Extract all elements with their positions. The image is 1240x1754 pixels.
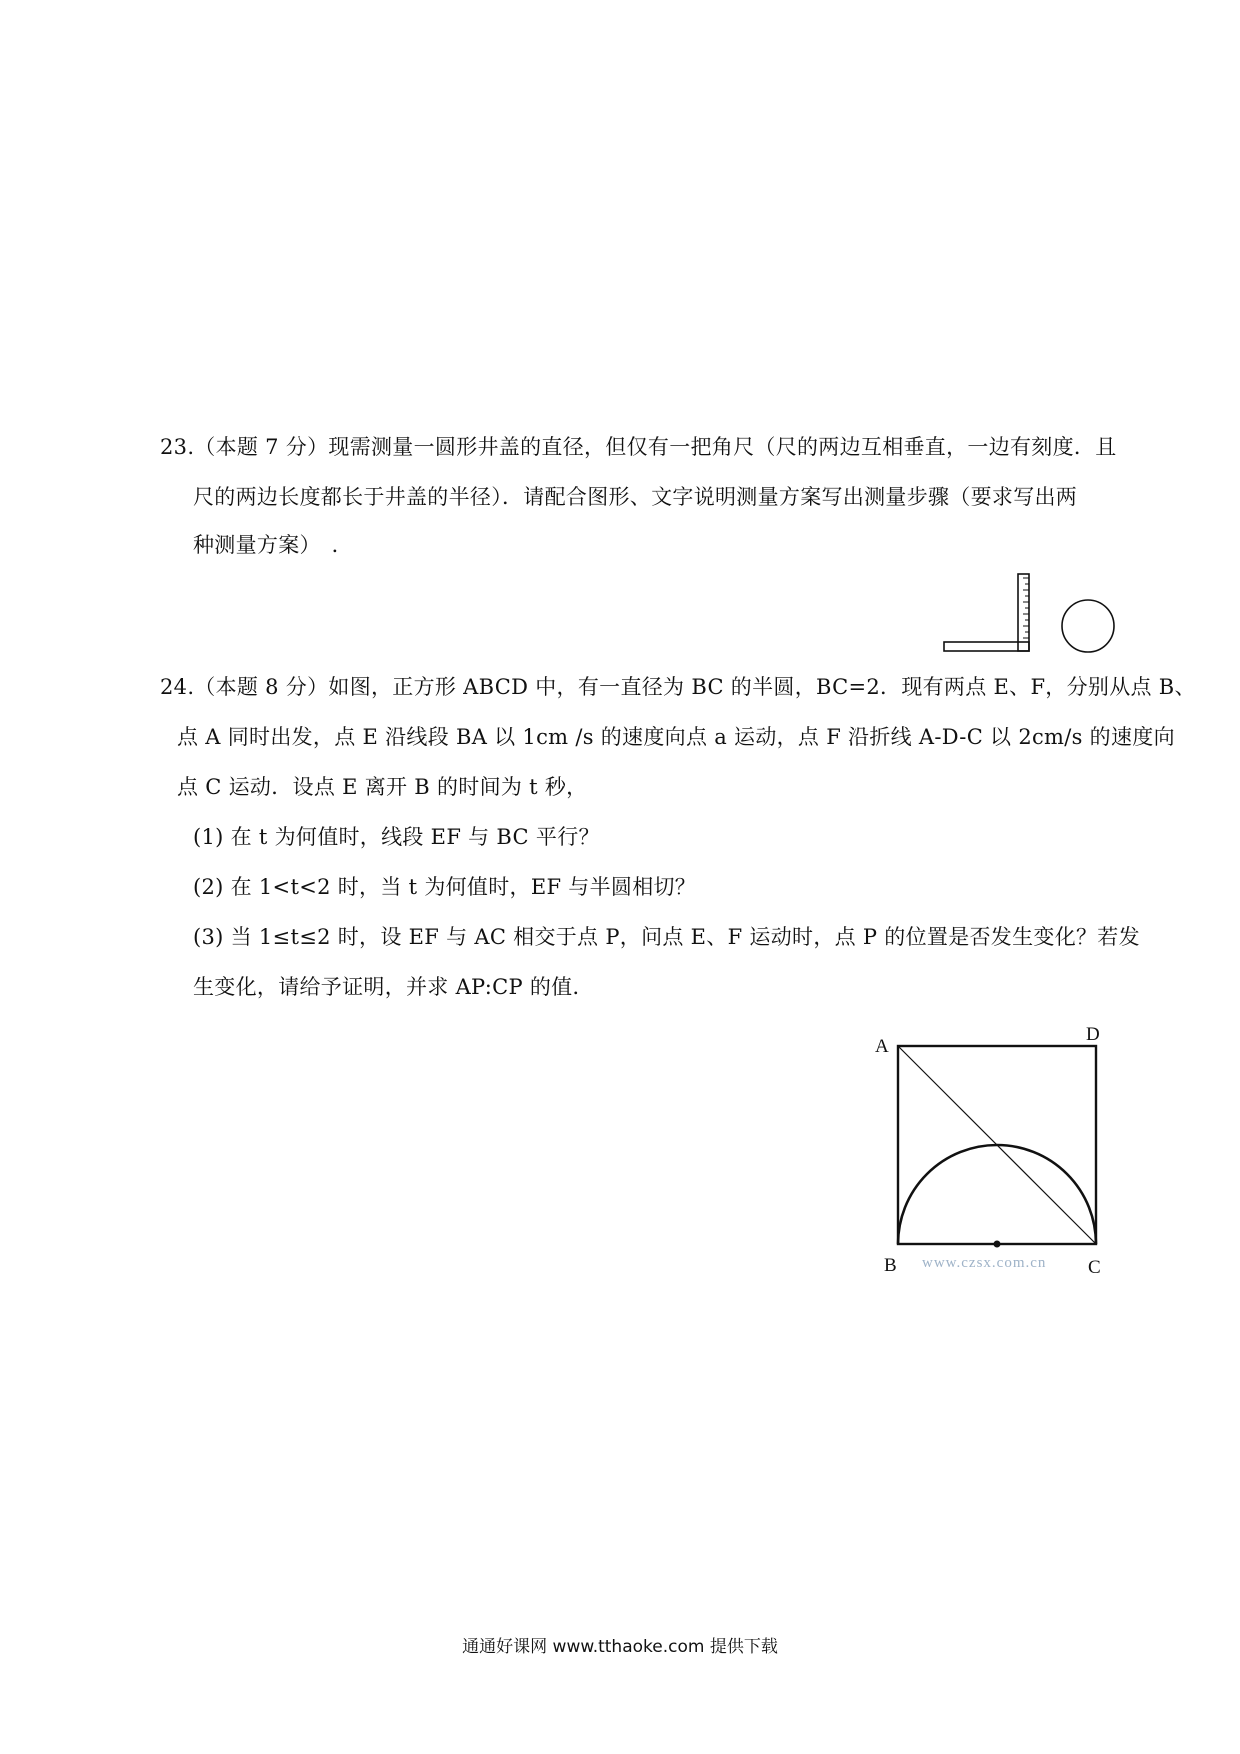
q24-sub-1: (1) 在 t 为何值时，线段 EF 与 BC 平行？ [193, 825, 600, 849]
q23-figure [940, 572, 1120, 658]
label-b: B [884, 1255, 897, 1276]
q24-line-1: 24.（本题 8 分）如图，正方形 ABCD 中，有一直径为 BC 的半圆，BC=2．现有两点 E、F，分别从点 B、 [160, 675, 1196, 699]
label-d: D [1086, 1024, 1100, 1045]
q23-line-3: 种测量方案） ． [193, 533, 353, 557]
footer-text: 通通好课网 www.tthaoke.com 提供下载 [462, 1637, 778, 1657]
q24-line-3: 点 C 运动．设点 E 离开 B 的时间为 t 秒， [177, 775, 588, 799]
q24-sub-3-line-1: (3) 当 1≤t≤2 时，设 EF 与 AC 相交于点 P，问点 E、F 运动时，点 P 的位置是否发生变化？若发 [193, 925, 1140, 949]
watermark: www.czsx.com.cn [922, 1255, 1047, 1271]
q23-line-1: 23.（本题 7 分）现需测量一圆形井盖的直径，但仅有一把角尺（尺的两边互相垂直，一边有刻度．且 [160, 435, 1117, 459]
q24-line-2: 点 A 同时出发，点 E 沿线段 BA 以 1cm /s 的速度向点 a 运动，点 F 沿折线 A-D-C 以 2cm/s 的速度向 [177, 725, 1175, 749]
label-a: A [875, 1036, 889, 1057]
q24-sub-2: (2) 在 1<t<2 时，当 t 为何值时，EF 与半圆相切？ [193, 875, 697, 899]
q24-sub-3-line-2: 生变化，请给予证明，并求 AP:CP 的值． [193, 975, 594, 999]
semicircle-bc [898, 1145, 1096, 1244]
manhole-cover-circle [1062, 600, 1114, 652]
angle-ruler-icon [944, 574, 1029, 651]
q23-line-2: 尺的两边长度都长于井盖的半径）．请配合图形、文字说明测量方案写出测量步骤（要求写出两 [193, 485, 1078, 509]
center-point [994, 1241, 1001, 1248]
q24-figure [870, 1020, 1110, 1280]
label-c: C [1088, 1257, 1101, 1278]
